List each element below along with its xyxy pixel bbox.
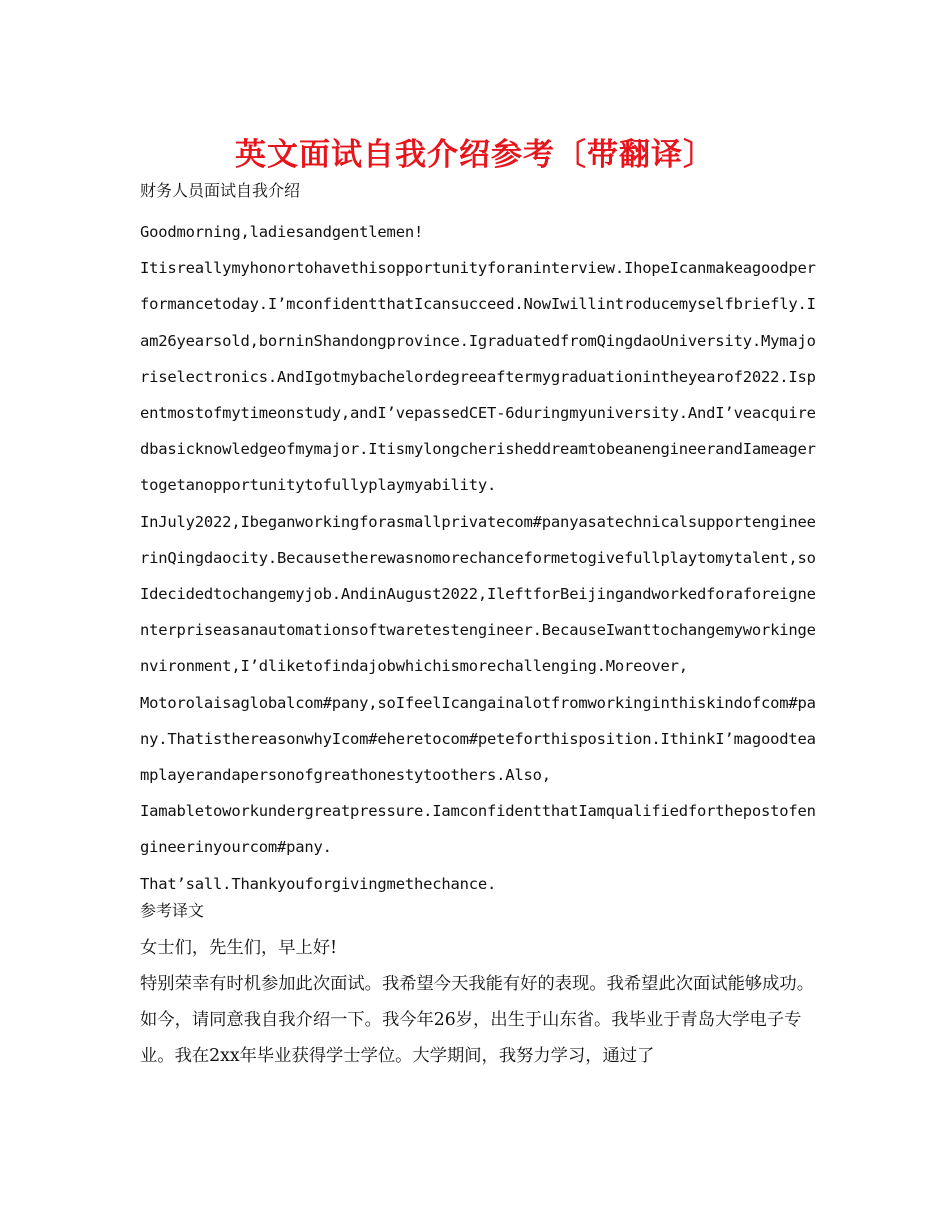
english-paragraph: Itisreallymyhonortohavethisopportunityforaninterview.IhopeIcanmakeagoodperformancetoday.I’mconfidentthatIcansucceed.NowIwillintroducemyselfbriefly.Iam26yearsold,borninShandongprovince.IgraduatedfromQingdaoUniversity.Mymajoriselectronics.AndIgotmybachelordegreeaftermygraduationintheyearof2022.Ispentmostofmytimeonstudy,andI’vepassedCET-6duringmyuniversity.AndI’veacquiredbasicknowledgeofmymajor.ItismylongcherisheddreamtobeanengineerandIameagertogetanopportunitytofullyplaymyability. [140,259,816,495]
english-text [140,214,816,902]
document-title: 英文面试自我介绍参考〔带翻译〕 [235,137,715,173]
document-subtitle: 财务人员面试自我介绍 [140,181,301,200]
english-paragraph: Motorolaisaglobalcom#pany,soIfeelIcangainalotfromworkinginthiskindofcom#pany.ThatisthereasonwhyIcom#eheretocom#peteforthisposition.IthinkI’magoodteamplayerandapersonofgreathonestytoothers.Also, [140,693,816,785]
translation-heading: 参考译文 [140,901,205,920]
english-paragraph: Iamabletoworkundergreatpressure.IamconfidentthatIamqualifiedforthepostofengineerinyourcom#pany. [140,802,816,857]
chinese-paragraph: 特别荣幸有时机参加此次面试。我希望今天我能有好的表现。我希望此次面试能够成功。如今，请同意我自我介绍一下。我今年26岁，出生于山东省。我毕业于青岛大学电子专业。我在2xx年毕业获得学士学位。大学期间，我努力学习，通过了 [140,974,814,1066]
chinese-paragraph: 女士们，先生们，早上好! [140,938,338,958]
english-paragraph: Goodmorning,ladiesandgentlemen! [140,223,424,241]
chinese-text [140,930,816,1074]
english-paragraph: InJuly2022,Ibeganworkingforasmallprivatecom#panyasatechnicalsupportengineerinQingdaocity.Becausetherewasnomorechanceformetogivefullplaytomytalent,soIdecidedtochangemyjob.AndinAugust2022,IleftforBeijingandworkedforaforeignenterpriseasanautomationsoftwaretestengineer.BecauseIwanttochangemyworkingenvironment,I’dliketofindajobwhichismorechallenging.Moreover, [140,512,816,676]
english-paragraph: That’sall.Thankyouforgivingmethechance. [140,874,497,893]
